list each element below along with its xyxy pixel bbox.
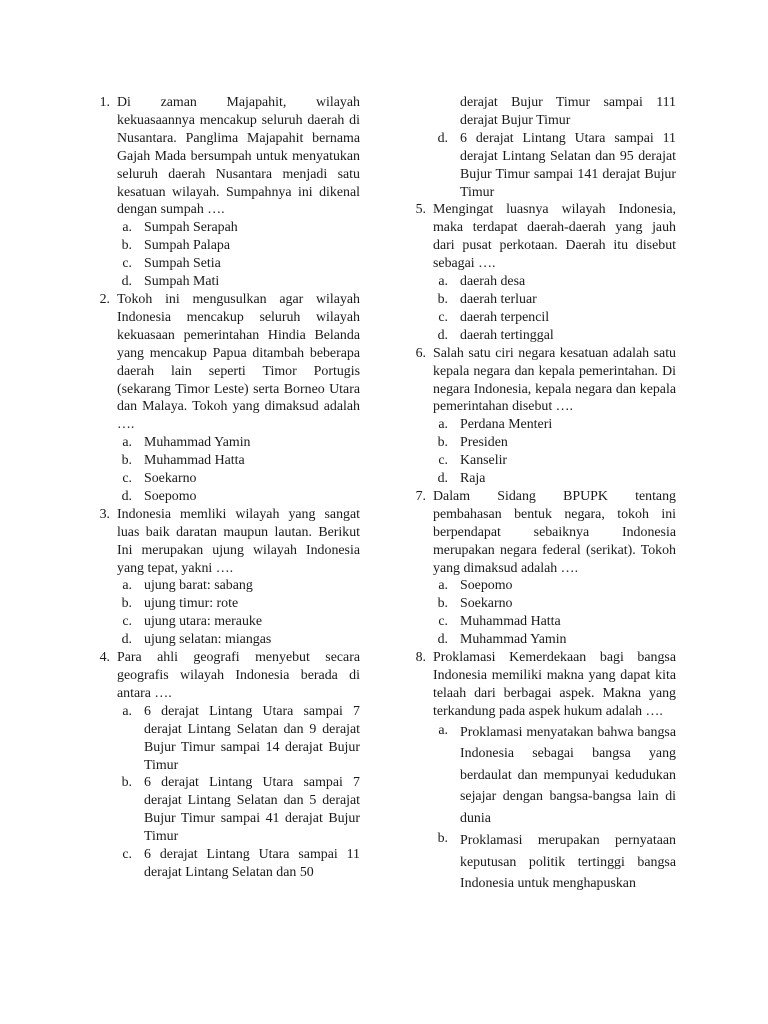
option-d[interactable] [433,130,676,202]
option-text: Sumpah Serapah [144,220,238,236]
option-letter: a. [438,417,448,433]
question-3 [90,506,360,649]
question-number: 8. [415,650,426,666]
option-a[interactable] [433,577,676,595]
option-letter: a. [438,578,448,594]
option-text: daerah terpencil [460,309,550,325]
option-c[interactable] [117,613,360,631]
option-d[interactable] [117,631,360,649]
option-letter: d. [437,327,448,343]
option-text: Soepomo [460,578,513,594]
option-text: ujung barat: sabang [144,578,253,594]
left-column [90,94,360,882]
option-a[interactable] [117,219,360,237]
option-text: Raja [460,471,486,487]
option-text: Sumpah Mati [144,274,220,290]
question-1 [90,94,360,291]
question-text: Para ahli geografi menyebut secara geografis wilayah Indonesia berada di antara …. [117,650,360,701]
option-c[interactable] [433,613,676,631]
option-b[interactable] [117,452,360,470]
question-number: 3. [99,506,110,522]
option-list [117,219,360,291]
option-letter: b. [437,435,448,451]
option-c[interactable] [433,309,676,327]
option-list [433,416,676,488]
option-letter: d. [121,632,132,648]
right-column [406,94,676,895]
option-c[interactable] [117,846,360,882]
question-number: 5. [415,202,426,218]
question-text: Dalam Sidang BPUPK tentang pembahasan bentuk negara, tokoh ini berpendapat sebaiknya Indonesia merupakan negara federal (serikat). Tokoh yang dimaksud adalah …. [433,488,676,576]
option-b[interactable] [433,830,676,895]
option-letter: d. [437,632,448,648]
option-a[interactable] [433,273,676,291]
option-text: Muhammad Hatta [460,614,561,630]
question-text: Mengingat luasnya wilayah Indonesia, maka terdapat daerah-daerah yang jauh dari pusat perkotaan. Daerah itu disebut sebagai …. [433,202,676,272]
option-letter: b. [121,596,132,612]
option-c[interactable] [117,255,360,273]
option-letter: b. [121,453,132,469]
option-text: Perdana Menteri [460,417,553,433]
option-list [117,577,360,649]
option-list [433,722,676,895]
option-letter: d. [121,488,132,504]
option-text: Muhammad Yamin [144,435,251,451]
option-letter: d. [437,471,448,487]
option-letter: c. [122,614,132,630]
question-6 [406,345,676,488]
option-a[interactable] [433,416,676,434]
option-c-continuation: derajat Bujur Timur sampai 111 derajat Bujur Timur [460,95,676,128]
option-letter: a. [122,435,132,451]
option-a[interactable] [117,577,360,595]
option-text: Muhammad Yamin [460,632,567,648]
question-4 [90,649,360,882]
option-letter: c. [122,847,132,863]
option-letter: d. [437,130,448,146]
question-text: Salah satu ciri negara kesatuan adalah satu kepala negara dan kepala pemerintahan. Di negara Indonesia, kepala negara dan kepala pemerintahan disebut …. [433,345,676,415]
option-text: Proklamasi menyatakan bahwa bangsa Indonesia sebagai bangsa yang berdaulat dan mempunyai kedudukan sejajar dengan bangsa-bangsa lain di dunia [460,724,676,826]
question-text: Tokoh ini mengusulkan agar wilayah Indonesia mencakup seluruh wilayah kekuasaan pemerintahan Hindia Belanda yang mencakup Papua ditambah beberapa daerah lain seperti Timor Portugis (sekarang Timor Leste) serta Borneo Utara dan Malaya. Tokoh yang dimaksud adalah …. [117,291,360,433]
option-list [433,577,676,649]
option-b[interactable] [117,237,360,255]
option-text: 6 derajat Lintang Utara sampai 11 derajat Lintang Selatan dan 50 [144,847,360,880]
option-letter: a. [122,578,132,594]
option-letter: a. [122,703,132,719]
option-text: Sumpah Setia [144,256,221,272]
option-letter: c. [438,614,448,630]
option-text: Kanselir [460,453,508,469]
option-list [117,703,360,882]
option-d[interactable] [433,327,676,345]
option-letter: b. [437,596,448,612]
option-text: 6 derajat Lintang Utara sampai 11 derajat Lintang Selatan dan 95 derajat Bujur Timur sampai 141 derajat Bujur Timur [460,130,676,200]
option-letter: c. [122,256,132,272]
option-text: ujung utara: merauke [144,614,263,630]
option-text: Soepomo [144,488,197,504]
option-b[interactable] [433,291,676,309]
question-5 [406,201,676,344]
option-list [433,94,676,201]
option-text: ujung timur: rote [144,596,239,612]
option-letter: a. [438,274,448,290]
option-b[interactable] [117,774,360,846]
option-letter: b. [121,238,132,254]
question-7 [406,488,676,649]
question-8 [406,649,676,895]
option-a[interactable] [433,722,676,830]
question-4-continued [406,94,676,201]
option-letter: b. [437,831,448,847]
option-letter: c. [438,309,448,325]
option-c[interactable] [117,470,360,488]
option-text: Proklamasi merupakan pernyataan keputusan politik tertinggi bangsa Indonesia untuk menghapuskan [460,833,676,892]
option-text: 6 derajat Lintang Utara sampai 7 derajat Lintang Selatan dan 5 derajat Bujur Timur sampai 41 derajat Bujur Timur [144,775,360,845]
option-text: daerah terluar [460,291,537,307]
option-d[interactable] [117,488,360,506]
option-text: 6 derajat Lintang Utara sampai 7 derajat Lintang Selatan dan 9 derajat Bujur Timur sampai 14 derajat Bujur Timur [144,703,360,773]
option-letter: a. [122,220,132,236]
option-letter: c. [438,453,448,469]
option-letter: b. [437,291,448,307]
option-letter: d. [121,274,132,290]
option-a[interactable] [117,434,360,452]
option-letter: c. [122,471,132,487]
option-text: Muhammad Hatta [144,453,245,469]
question-number: 1. [99,95,110,110]
option-text: daerah desa [460,274,526,290]
option-text: Sumpah Palapa [144,238,231,254]
option-letter: b. [121,775,132,791]
option-b[interactable] [433,595,676,613]
question-text: Di zaman Majapahit, wilayah kekuasaannya mencakup seluruh daerah di Nusantara. Panglima Majapahit bernama Gajah Mada bersumpah untuk menyatukan seluruh daerah Nusantara menjadi satu kesatuan wilayah. Sumpahnya ini dikenal dengan sumpah …. [117,95,360,218]
option-list [433,273,676,345]
question-number: 4. [99,650,110,666]
question-number: 7. [415,488,426,504]
option-d[interactable] [117,273,360,291]
option-text: daerah tertinggal [460,327,554,343]
option-text: Presiden [460,435,508,451]
option-letter: a. [438,722,448,738]
option-c[interactable] [433,452,676,470]
question-2 [90,291,360,506]
option-list [117,434,360,506]
option-d[interactable] [433,470,676,488]
option-text: Soekarno [460,596,513,612]
option-b[interactable] [433,434,676,452]
option-a[interactable] [117,703,360,775]
question-number: 2. [99,291,110,307]
option-text: Soekarno [144,471,197,487]
question-number: 6. [415,345,426,361]
option-d[interactable] [433,631,676,649]
option-b[interactable] [117,595,360,613]
option-text: ujung selatan: miangas [144,632,272,648]
question-text: Proklamasi Kemerdekaan bagi bangsa Indonesia memiliki makna yang dapat kita telaah dari berbagai aspek. Makna yang terkandung pada aspek hukum adalah …. [433,650,676,719]
question-text: Indonesia memliki wilayah yang sangat luas baik daratan maupun lautan. Berikut Ini merupakan ujung wilayah Indonesia yang tepat, yakni …. [117,506,360,576]
